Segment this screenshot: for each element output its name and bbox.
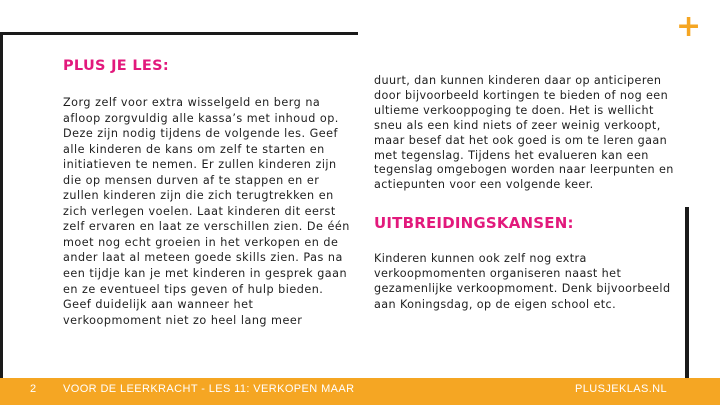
left-border-line: [0, 32, 3, 378]
continued-body-text: duurt, dan kunnen kinderen daar op anticiperen door bijvoorbeeld kortingen te bieden of nog een ultieme verkooppoging te doen. Het is wellicht sneu als een kind niets of zeer weinig verkoopt, maar besef dat het ook goed is om te leren gaan met tegenslag. Tijdens het evalueren kan een tegenslag omgebogen worden naar leerpunten en actiepunten voor een volgende keer.: [374, 74, 674, 192]
lesson-paragraph: Zorg zelf voor extra wisselgeld en berg na afloop zorgvuldig alle kassa’s met inhoud op. Deze zijn nodig tijdens de volgende les. Geef alle kinderen de kans om zelf te starten en initiatieven te nemen. Er zullen kinderen zijn die op mensen durven af te stappen en er zullen kinderen zijn die zich terugtrekken en zich verlegen voelen. Laat kinderen dit eerst zelf ervaren en laat ze verschillen zien. De één moet nog echt groeien in het verkopen en de ander laat al meteen goede skills zien. Pas na een tijdje kan je met kinderen in gesprek gaan en ze eventueel tips geven of hulp bieden.: [63, 96, 350, 296]
lesson-paragraph: Geef duidelijk aan wanneer het verkoopmoment niet zo heel lang meer: [63, 298, 303, 327]
footer-lesson-label: VOOR DE LEERKRACHT - LES 11: VERKOPEN MAAR: [63, 383, 355, 395]
right-border-line: [685, 207, 689, 378]
extension-section-title: UITBREIDINGSKANSEN:: [374, 214, 574, 232]
plus-logo-icon: +: [676, 9, 702, 44]
page-number: 2: [30, 383, 37, 395]
extension-body-text: Kinderen kunnen ook zelf nog extra verkoopmomenten organiseren naast het gezamenlijke verkoopmoment. Denk bijvoorbeeld aan Koningsdag, op de eigen school etc.: [374, 252, 671, 311]
top-divider-line: [0, 32, 358, 35]
footer-website-label: PLUSJEKLAS.NL: [575, 383, 668, 395]
lesson-body-text: [63, 95, 355, 328]
lesson-section-title: PLUS JE LES:: [63, 58, 169, 74]
